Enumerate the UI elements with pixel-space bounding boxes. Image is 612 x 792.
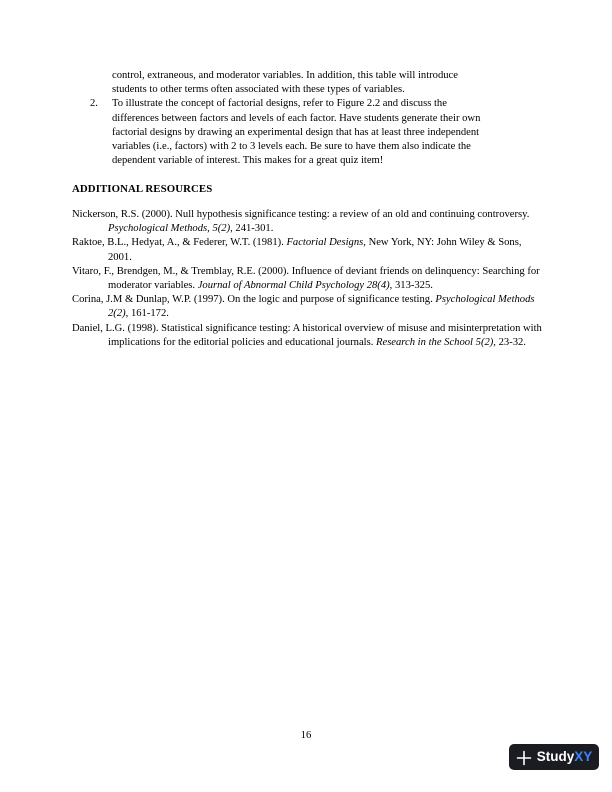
text-line: control, extraneous, and moderator variables. In addition, this table will introduce (112, 70, 458, 81)
reference-list (72, 208, 542, 350)
text-line: variables (i.e., factors) with 2 to 3 levels each. Be sure to have them also indicate the (112, 141, 471, 153)
reference-entry (72, 293, 542, 321)
reference-entry (72, 208, 542, 236)
reference-text: Vitaro, F., Brendgen, M., & Tremblay, R.E. (2000). Influence of deviant friends on delinquency: Searching for moderator variables. (72, 265, 540, 292)
reference-text: Raktoe, B.L., Hedyat, A., & Federer, W.T. (1981). (72, 237, 287, 249)
list-item-number: 2. (90, 98, 98, 110)
reference-source: Research in the School 5(2) (376, 336, 494, 348)
numbered-list (72, 69, 542, 168)
list-item-1-continuation (72, 69, 542, 97)
reference-pages: , 161-172. (125, 308, 169, 320)
reference-source: Psychological Methods, 5(2) (108, 223, 231, 235)
text-line: To illustrate the concept of factorial designs, refer to Figure 2.2 and discuss the (112, 98, 447, 110)
reference-source: Psychological Methods 2(2) (108, 294, 535, 320)
plus-icon (516, 749, 532, 765)
badge-text: Study (536, 749, 575, 764)
reference-entry (72, 236, 542, 264)
reference-pages: , 313-325. (389, 280, 433, 292)
reference-pages: , 23-32. (493, 336, 526, 348)
page-number: 16 (300, 730, 312, 741)
list-item-2 (72, 97, 542, 168)
reference-source: Journal of Abnormal Child Psychology 28(4) (197, 280, 390, 292)
section-heading: ADDITIONAL RESOURCES (72, 183, 213, 195)
reference-text: Corina, J.M & Dunlap, W.P. (1997). On the logic and purpose of significance testing. (72, 294, 436, 306)
studyxy-badge[interactable] (509, 744, 599, 770)
reference-pages: , New York, NY: John Wiley & Sons, 2001. (108, 237, 522, 263)
text-line: dependent variable of interest. This makes for a great quiz item! (112, 155, 384, 167)
badge-label (537, 744, 593, 770)
reference-text: Daniel, L.G. (1998). Statistical significance testing: A historical overview of misuse and misinterpretation with implications for the editorial policies and educational journals. (72, 322, 542, 348)
reference-text: Nickerson, R.S. (2000). Null hypothesis significance testing: a review of an old and continuing controversy. (72, 209, 530, 220)
reference-entry (72, 265, 542, 293)
text-line: differences between factors and levels of each factor. Have students generate their own (112, 112, 481, 124)
reference-pages: , 241-301. (230, 223, 274, 235)
text-line: students to other terms often associated with these types of variables. (112, 84, 405, 96)
text-line: factorial designs by drawing an experimental design that has at least three independent (112, 126, 480, 138)
reference-source: Factorial Designs (286, 237, 364, 249)
badge-accent-text: XY (574, 749, 593, 764)
reference-entry (72, 322, 542, 350)
